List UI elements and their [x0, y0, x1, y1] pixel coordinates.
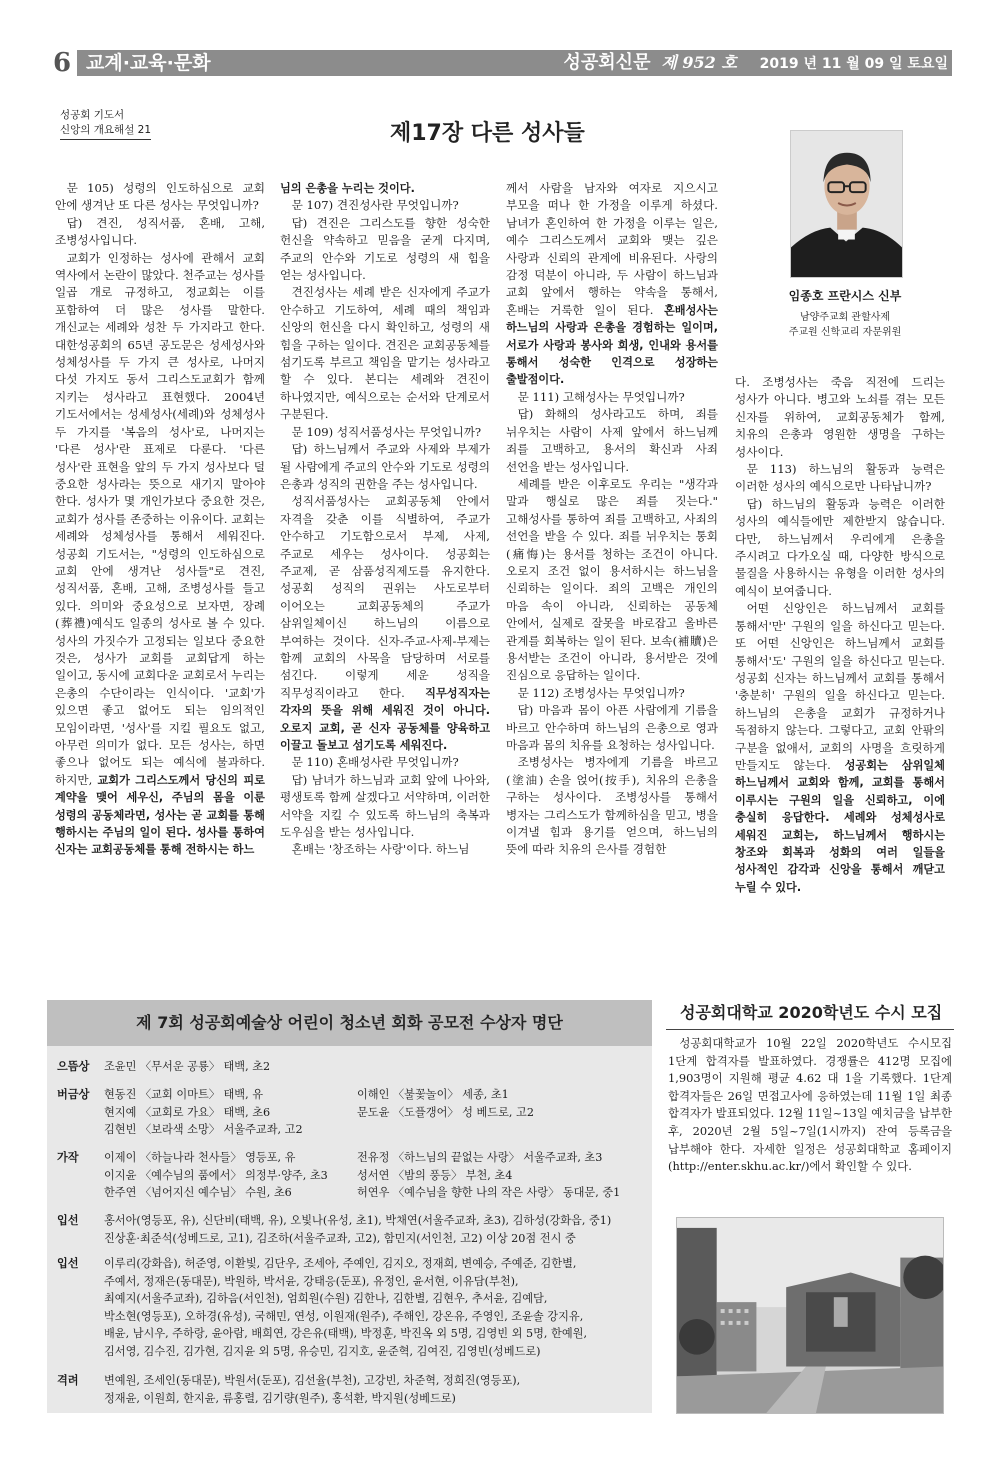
winner-line: 진상훈·최준석(성베드로, 고1), 김조하(서울주교좌, 고2), 함민지(서인천, 고2) 이상 20점 전시 중 [104, 1231, 576, 1245]
winner-line: 김현빈 〈보라색 소망〉 서울주교좌, 고2 [104, 1123, 303, 1136]
author-role: 남양주교회 관할사제 [799, 312, 891, 323]
winner-line: 김서영, 김수진, 김가현, 김지윤 외 5명, 유승민, 김지호, 윤준혁, 김여진, 김영빈(성베드로) [104, 1344, 541, 1358]
award-category: 입선 [57, 1257, 79, 1270]
winner-line: 변예원, 조세인(동대문), 박원서(둔포), 김선율(부천), 고강빈, 차준혁, 정희진(영등포), [104, 1374, 521, 1387]
admission-title: 성공회대학교 2020학년도 수시 모집 [680, 1003, 943, 1022]
section-title: 교계·교육·문화 [86, 52, 211, 74]
awards-box [47, 1000, 652, 1413]
award-category: 가작 [57, 1151, 79, 1164]
winner-line: 배윤, 남시우, 주하랑, 윤아람, 배희연, 강은유(태백), 박정훈, 박진옥 외 5명, 김영빈 외 5명, 한예원, [104, 1327, 588, 1340]
award-category: 버금상 [57, 1088, 90, 1101]
winner-line: 박소현(영등포), 오하경(유성), 국해민, 연성, 이원재(원주), 주해인, 강온유, 주영인, 조윤솔 강지유, [104, 1309, 584, 1323]
winner-line: 조윤민 〈무서운 공룡〉 태백, 초2 [104, 1060, 271, 1073]
winner-line: 정재윤, 이원희, 한지윤, 류홍렬, 김기량(원주), 홍석환, 박지원(성베드로) [104, 1391, 456, 1405]
article-column-3: 께서 사람을 남자와 여자로 지으시고 부모을 떠나 한 가정을 이루게 하셨다. 남녀가 혼인하여 한 가정을 이루는 일은, 예수 그리스도께서 교회와 맺는 깊은 사랑과 신뢰의 관계에 비유된다. 사랑의 감정 덕분이 아니라, 두 사람이 하느님과 교회 앞에서 행하는 약속을 통해서, 혼배는 거룩한 일이 된다. 혼배성사는 하느님의 사랑과 은총을 경험하는 일이며, 서로가 사랑과 봉사와 희생, 인내와 용서를 통해서 성숙한 인격으로 성장하는 출발점이다. 문 111) 고해성사는 무엇입니까? 답) 화해의 성사라고도 하며, 죄를 뉘우치는 사람이 사제 앞에서 하느님께 죄를 고백하고, 용서의 확신과 사죄 선언을 받는 성사입니다. 세례를 받은 이후로도 우리는 "생각과 말과 행실로 많은 죄를 짓는다." 고해성사를 통하여 죄를 고백하고, 사죄의 선언을 받을 수 있다. 죄를 뉘우치는 통회(痛悔)는 용서를 청하는 조건이 아니다. 오로지 조건 없이 용서하시는 하느님을 신뢰하는 일이다. 죄의 고백은 개인의 마음 속이 아니라, 신뢰하는 공동체 안에서, 실제로 잘못을 바로잡고 올바른 관계를 회복하는 일이 된다. 보속(補贖)은 용서받는 조건이 아니라, 용서받은 것에 진심으로 응답하는 일이다. 문 112) 조병성사는 무엇입니까? 답) 마음과 몸이 아픈 사람에게 기름을 바르고 안수하며 하느님의 은총으로 영과 마음과 몸의 치유를 요청하는 성사입니다. 조병성사는 병자에게 기름을 바르고(塗油) 손을 얹어(按手), 치유의 은총을 구하는 성사이다. 조병성사를 통해서 병자는 그리스도가 함께하심을 믿고, 병을 이겨낼 힘과 용기를 얻으며, 하느님의 뜻에 따라 치유의 은사를 경험한 [506, 181, 718, 857]
award-category: 입선 [57, 1214, 79, 1227]
winner-line: 이해인 〈불꽃놀이〉 세종, 초1 [357, 1088, 509, 1101]
winner-line: 이제이 〈하늘나라 천사들〉 영등포, 유 [104, 1151, 296, 1164]
divider [666, 1029, 954, 1030]
author-role: 주교원 신학교리 자문위원 [788, 327, 902, 338]
series-title: 성공회 기도서 [60, 109, 125, 121]
winner-line: 이지윤 〈예수님의 품에서〉 의정부·양주, 초3 [104, 1168, 328, 1182]
masthead [564, 50, 948, 76]
winner-line: 문도윤 〈도플갱어〉 성 베드로, 고2 [357, 1105, 534, 1119]
winner-line: 현지예 〈교회로 가요〉 태백, 초6 [104, 1105, 271, 1119]
author-photo [790, 130, 903, 278]
winner-line: 홍서아(영등포, 유), 신단비(태백, 유), 오빛나(유성, 초1), 박채연(서울주교좌, 초3), 김하성(강화읍, 중1) [104, 1214, 612, 1227]
issue-date: 2019 년 11 월 09 일 토요일 [759, 56, 948, 72]
winner-line: 성서연 〈밤의 풍등〉 부천, 초4 [357, 1168, 513, 1182]
winner-line: 허연우 〈예수님을 향한 나의 작은 사랑〉 동대문, 중1 [357, 1186, 621, 1199]
winner-line: 주예서, 정재은(동대문), 박원하, 박서윤, 강태응(둔포), 유정인, 윤서현, 이유담(부천), [104, 1274, 519, 1288]
award-category: 격려 [57, 1374, 79, 1387]
campus-photo [676, 1217, 944, 1414]
winner-line: 전유정 〈하느님의 끝없는 사랑〉 서울주교좌, 초3 [357, 1151, 603, 1164]
article-column-1: 문 105) 성령의 인도하심으로 교회 안에 생겨난 또 다른 성사는 무엇입니까? 답) 견진, 성직서품, 혼배, 고해, 조병성사입니다. 교회가 인정하는 성사에 관해서 교회 역사에서 논란이 많았다. 천주교는 성사를 일곱 개로 규정하고, 정교회는 이를 포함하여 더 많은 성사를 말한다. 개신교는 세례와 성찬 두 가지라고 한다. 대한성공회의 65년 공도문은 성세성사와 성체성사를 두 가지 큰 성사로, 나머지 다섯 가지도 동서 그리스도교회가 함께 지키는 성사라고 표현했다. 2004년 기도서에서는 성세성사(세례)와 성체성사 두 가지를 '복음의 성사'로, 나머지는 '다른 성사'란 표제로 다룬다. '다른 성사'란 표현을 앞의 두 가지 성사보다 덜 중요한 성사라는 뜻으로 새기지 말아야 한다. 성사가 몇 개인가보다 중요한 것은, 교회가 성사를 존중하는 이유이다. 교회는 세례와 성체성사를 통해서 세워진다. 성공회 기도서는, "성령의 인도하심으로 교회 안에 생겨난 성사들"로 견진, 성직서품, 혼배, 고해, 조병성사를 들고 있다. 의미와 중요성으로 보자면, 장례(葬禮)예식도 일종의 성사로 볼 수 있다. 성사의 가짓수가 고정되는 일보다 중요한 것은, 성사가 교회를 교회답게 하는 일이고, 동시에 교회다운 교회로서 누리는 은총의 수단이라는 인식이다. '교회'가 있으면 좋고 없어도 되는 임의적인 모임이라면, '성사'를 지킬 필요도 없고, 아무런 의미가 없다. 모든 성사는, 하면 좋으나 없어도 되는 예식에 불과하다. 하지만, 교회가 그리스도께서 당신의 피로 계약을 맺어 세우신, 주님의 몸을 이룬 성령의 공동체라면, 성사는 곧 교회를 통해 행하시는 주님의 일이 된다. 성사를 통하여 신자는 교회공동체를 통해 전하시는 하느 [55, 181, 265, 857]
newspaper-name: 성공회신문 [563, 52, 651, 73]
winner-line: 이루리(강화읍), 허준영, 이환빛, 김단우, 조세아, 주예인, 김지오, 정재희, 변예승, 주예준, 김한별, [104, 1257, 577, 1270]
award-category: 으뜸상 [57, 1060, 90, 1073]
winner-line: 한주연 〈넘어지신 예수님〉 수원, 초6 [104, 1186, 292, 1199]
page-number: 6 [47, 46, 77, 80]
article-column-2: 님의 은총을 누리는 것이다. 문 107) 견진성사란 무엇입니까? 답) 견진은 그리스도를 향한 성숙한 헌신을 약속하고 믿음을 굳게 다지며, 주교의 안수와 기도로 성령의 새 힘을 얻는 성사입니다. 견진성사는 세례 받은 신자에게 주교가 안수하고 기도하여, 세례 때의 책임과 신앙의 헌신을 다시 확인하고, 성령의 새 힘을 구하는 일이다. 견진은 교회공동체를 섬기도록 부르고 책임을 맡기는 성사라고 할 수 있다. 본디는 세례와 견진이 하나였지만, 예식으로는 순서와 단계로서 구분된다. 문 109) 성직서품성사는 무엇입니까? 답) 하느님께서 주교와 사제와 부제가 될 사람에게 주교의 안수와 기도로 성령의 은총과 성직의 권한을 주는 성사입니다. 성직서품성사는 교회공동체 안에서 자격을 갖춘 이를 식별하여, 주교가 안수하고 기도함으로서 부제, 사제, 주교로 세우는 성사이다. 성공회는 주교제, 곧 삼품성직제도를 유지한다. 성공회 성직의 권위는 사도로부터 이어오는 교회공동체의 주교가 삼위일체이신 하느님의 이름으로 부여하는 것이다. 신자-주교-사제-부제는 함께 교회의 사목을 담당하며 서로를 섬긴다. 이렇게 세운 성직을 직무성직이라고 한다. 직무성직자는 각자의 뜻을 위해 세워진 것이 아니다. 오로지 교회, 곧 신자 공동체를 양육하고 이끌고 돌보고 섬기도록 세워진다. 문 110) 혼배성사란 무엇입니까? 답) 남녀가 하느님과 교회 앞에 나아와, 평생토록 함께 살겠다고 서약하며, 이러한 서약을 지킬 수 있도록 하느님의 축복과 도우심을 받는 성사입니다. 혼배는 '창조하는 사랑'이다. 하느님 [280, 182, 490, 857]
article-column-4: 다. 조병성사는 죽음 직전에 드리는 성사가 아니다. 병고와 노쇠를 겪는 모든 신자를 위하여, 교회공동체가 함께, 치유의 은총과 영원한 생명을 구하는 성사이다. 문 113) 하느님의 활동과 능력은 이러한 성사의 예식으로만 나타납니까? 답) 하느님의 활동과 능력은 이러한 성사의 예식들에만 제한받지 않습니다. 다만, 하느님께서 우리에게 은총을 주시려고 다가오실 때, 다양한 방식으로 물질을 사용하시는 유형을 이러한 성사의 예식이 보여줍니다. 어떤 신앙인은 하느님께서 교회를 통해서'만' 구원의 일을 하신다고 믿는다. 또 어떤 신앙인은 하느님께서 교회를 통해서'도' 구원의 일을 하신다고 믿는다. 성공회 신자는 하느님께서 교회를 통해서 '충분히' 구원의 일을 하신다고 믿는다. 하느님의 은총을 교회가 규정하거나 독점하지 않는다. 그렇다고, 교회 안팎의 구분을 없애서, 교회의 사명을 흐릿하게 만들지도 않는다. 성공회는 삼위일체 하느님께서 교회와 함께, 교회를 통해서 이루시는 구원의 일을 신뢰하고, 이에 충실히 응답한다. 세례와 성체성사로 세워진 교회는, 하느님께서 행하시는 창조와 회복과 성화의 여러 일들을 성사적인 감각과 신앙을 통해서 깨닫고 누릴 수 있다. [735, 375, 945, 894]
series-label [60, 108, 151, 140]
author-name: 임종호 프란시스 신부 [788, 289, 902, 303]
series-subtitle: 신앙의 개요해설 21 [60, 123, 151, 140]
admission-text: 성공회대학교가 10월 22일 2020학년도 수시모집 1단계 합격자를 발표하였다. 경쟁률은 412명 모집에 1,903명이 지원해 평균 4.62 대 1을 기록했다. 1단계 합격자들은 26일 면접고사에 응하였는데 11월 1일 최종 합격자가 발표되었다. 12월 11일~13일 예치금을 납부한 후, 2020년 2월 5일~7일(1시까지) 잔여 등록금을 납부해야 한다. 자세한 일정은 성공회대학교 홈페이지(http://enter.skhu.ac.kr/)에서 확인할 수 있다. [668, 1036, 952, 1174]
article-title: 제17장 다른 성사들 [390, 121, 585, 146]
winner-line: 현동진 〈교회 이마트〉 태백, 유 [104, 1088, 264, 1101]
issue-number: 제 952 호 [661, 53, 737, 72]
admission-body [668, 1035, 952, 1176]
author-caption [735, 287, 955, 340]
awards-title: 제 7회 성공회예술상 어린이 청소년 회화 공모전 수상자 명단 [47, 1000, 652, 1046]
winner-line: 최예지(서울주교좌), 김하음(서인천), 엄희원(수원) 김한나, 김한별, 김현우, 추서윤, 김예담, [104, 1292, 548, 1305]
